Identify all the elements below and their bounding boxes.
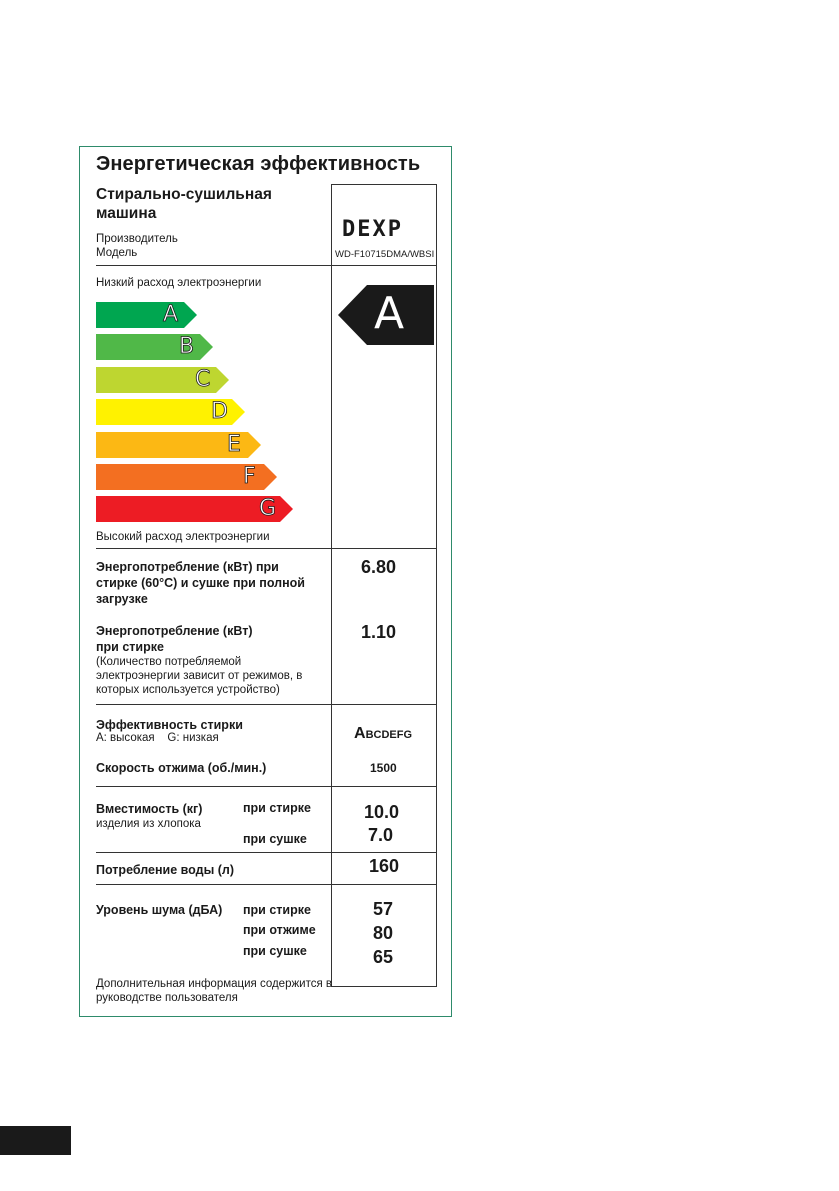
divider-classes <box>96 548 437 549</box>
energy-wash-label: Энергопотребление (кВт) при стирке <box>96 624 253 654</box>
energy-full-value: 6.80 <box>361 557 397 577</box>
model-label: Модель <box>96 247 138 259</box>
high-consumption-text: Высокий расход электроэнергии <box>96 531 270 543</box>
class-letter-c: C <box>195 367 211 392</box>
noise-dry-label: при сушке <box>243 944 307 958</box>
capacity-label: Вместимость (кг) <box>96 802 203 816</box>
energy-wash-value: 1.10 <box>361 622 397 642</box>
rating-letter: A <box>374 288 405 339</box>
divider-energy <box>96 704 437 705</box>
water-value: 160 <box>369 856 400 876</box>
wash-efficiency-scale: А: высокая G: низкая <box>96 732 219 744</box>
class-letter-g: G <box>259 496 277 521</box>
manufacturer-label: Производитель <box>96 233 178 245</box>
wash-efficiency-value <box>354 725 412 743</box>
wash-efficiency-big: A <box>354 725 366 742</box>
noise-label: Уровень шума (дБА) <box>96 903 223 917</box>
energy-label <box>79 146 452 1017</box>
class-letter-a: A <box>163 302 179 327</box>
brand-logo: DEXP <box>342 217 403 242</box>
model-number: WD-F10715DMA/WBSI <box>335 249 435 260</box>
capacity-wash-label: при стирке <box>243 801 311 815</box>
water-label: Потребление воды (л) <box>96 863 234 877</box>
noise-wash-value: 57 <box>373 899 394 919</box>
class-bar-b <box>96 334 214 360</box>
noise-spin-label: при отжиме <box>243 923 316 937</box>
class-letter-d: D <box>211 399 228 424</box>
class-bar-d <box>96 399 246 425</box>
capacity-wash-value: 10.0 <box>364 802 400 822</box>
footer-note: Дополнительная информация содержится в руководстве пользователя <box>96 978 333 1004</box>
capacity-dry-value: 7.0 <box>368 825 394 845</box>
divider-capacity <box>96 852 437 853</box>
capacity-note: изделия из хлопока <box>96 818 201 830</box>
low-consumption-text: Низкий расход электроэнергии <box>96 277 262 289</box>
class-letter-b: B <box>179 334 195 359</box>
label-title: Энергетическая эффективность <box>96 153 421 175</box>
noise-spin-value: 80 <box>373 923 394 943</box>
class-bar-c <box>96 367 230 393</box>
wash-efficiency-label: Эффективность стирки <box>96 718 243 732</box>
noise-wash-label: при стирке <box>243 903 311 917</box>
class-letter-f: F <box>243 464 256 489</box>
capacity-dry-label: при сушке <box>243 832 307 846</box>
noise-dry-value: 65 <box>373 947 394 967</box>
energy-wash-note: (Количество потребляемой электроэнергии зависит от режимов, в которых используется устройство) <box>96 656 303 696</box>
class-bar-g <box>96 496 294 522</box>
class-bar-e <box>96 432 262 458</box>
class-letter-e: E <box>227 432 241 457</box>
spin-label: Скорость отжима (об./мин.) <box>96 761 267 775</box>
label-subtitle: Стирально-сушильная машина <box>96 186 272 222</box>
spin-value: 1500 <box>370 761 397 775</box>
divider-header <box>96 265 437 266</box>
wash-efficiency-rest: BCDEFG <box>365 729 413 741</box>
page-marker-block <box>0 1126 71 1155</box>
class-bar-f <box>96 464 278 490</box>
class-bar-a <box>96 302 198 328</box>
divider-water <box>96 884 437 885</box>
energy-full-label: Энергопотребление (кВт) при стирке (60°С) и сушке при полной загрузке <box>96 560 305 606</box>
rating-arrow <box>338 285 434 345</box>
divider-wash <box>96 786 437 787</box>
